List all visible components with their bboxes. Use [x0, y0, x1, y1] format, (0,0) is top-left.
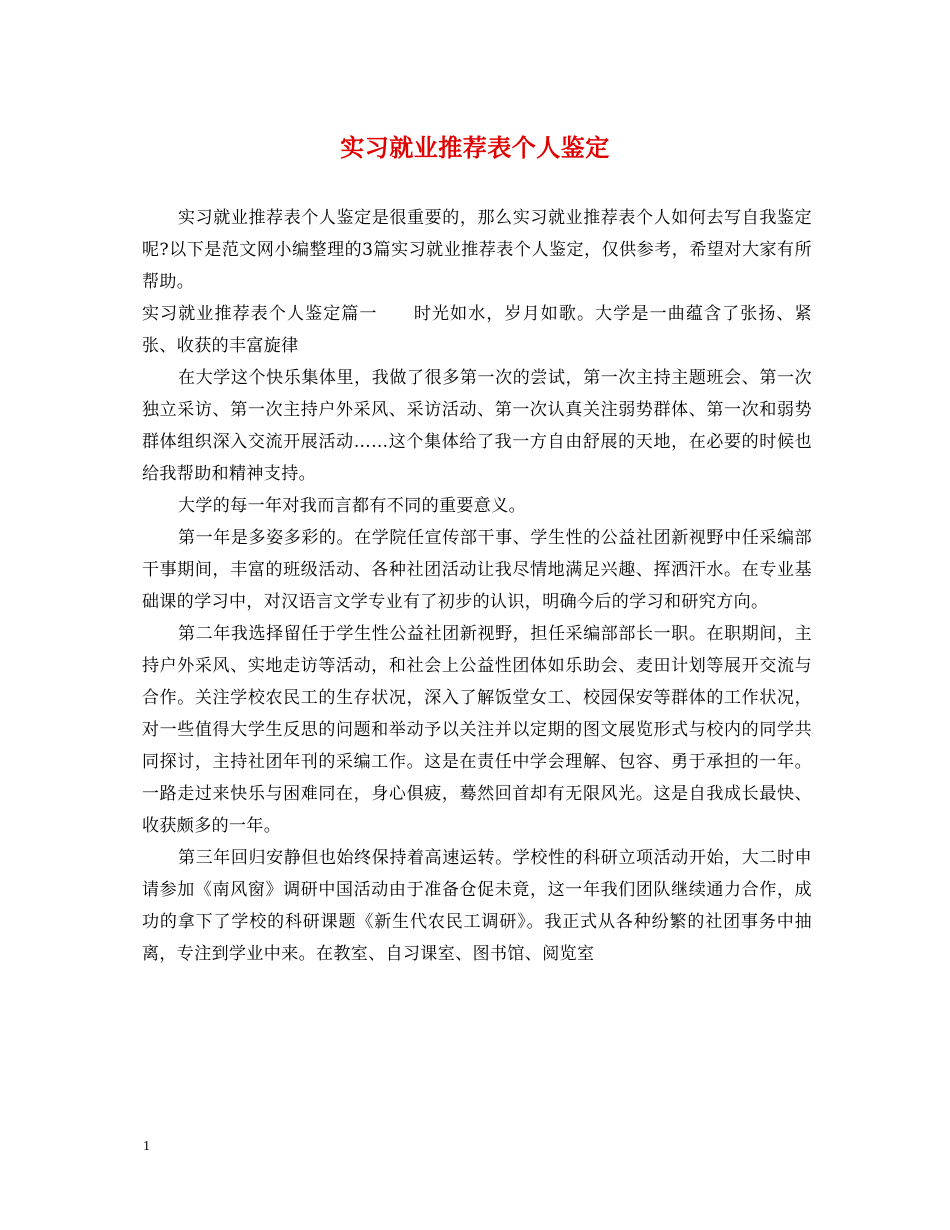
paragraph-intro: 实习就业推荐表个人鉴定是很重要的，那么实习就业推荐表个人如何去写自我鉴定呢?以下是范文网小编整理的3篇实习就业推荐表个人鉴定，仅供参考，希望对大家有所帮助。: [142, 208, 812, 292]
paragraph-first-year: 第一年是多姿多彩的。在学院任宣传部干事、学生性的公益社团新视野中任采编部干事期间，丰富的班级活动、各种社团活动让我尽情地满足兴趣、挥洒汗水。在专业基础课的学习中，对汉语言文学专业有了初步的认识，明确今后的学习和研究方向。: [142, 528, 812, 612]
paragraph-second-year: 第二年我选择留任于学生性公益社团新视野，担任采编部部长一职。在职期间，主持户外采风、实地走访等活动，和社会上公益性团体如乐助会、麦田计划等展开交流与合作。关注学校农民工的生存状况，深入了解饭堂女工、校园保安等群体的工作状况，对一些值得大学生反思的问题和举动予以关注并以定期的图文展览形式与校内的同学共同探讨，主持社团年刊的采编工作。这是在责任中学会理解、包容、勇于承担的一年。一路走过来快乐与困难同在，身心俱疲，蓦然回首却有无限风光。这是自我成长最快、收获颇多的一年。: [142, 624, 812, 836]
document-body: [142, 202, 812, 970]
paragraph-each-year: 大学的每一年对我而言都有不同的重要意义。: [178, 496, 526, 516]
document-title: 实习就业推荐表个人鉴定: [340, 133, 610, 162]
paragraph-section-heading: 实习就业推荐表个人鉴定篇一 时光如水，岁月如歌。大学是一曲蕴含了张扬、紧张、收获的丰富旋律: [142, 304, 812, 356]
page-number: 1: [143, 1139, 150, 1154]
paragraph-collective: 在大学这个快乐集体里，我做了很多第一次的尝试，第一次主持主题班会、第一次独立采访、第一次主持户外采风、采访活动、第一次认真关注弱势群体、第一次和弱势群体组织深入交流开展活动……这个集体给了我一方自由舒展的天地，在必要的时候也给我帮助和精神支持。: [142, 368, 812, 484]
paragraph-third-year: 第三年回归安静但也始终保持着高速运转。学校性的科研立项活动开始，大二时申请参加《南风窗》调研中国活动由于准备仓促未竟，这一年我们团队继续通力合作，成功的拿下了学校的科研课题《新生代农民工调研》。我正式从各种纷繁的社团事务中抽离，专注到学业中来。在教室、自习课室、图书馆、阅览室: [142, 848, 812, 964]
